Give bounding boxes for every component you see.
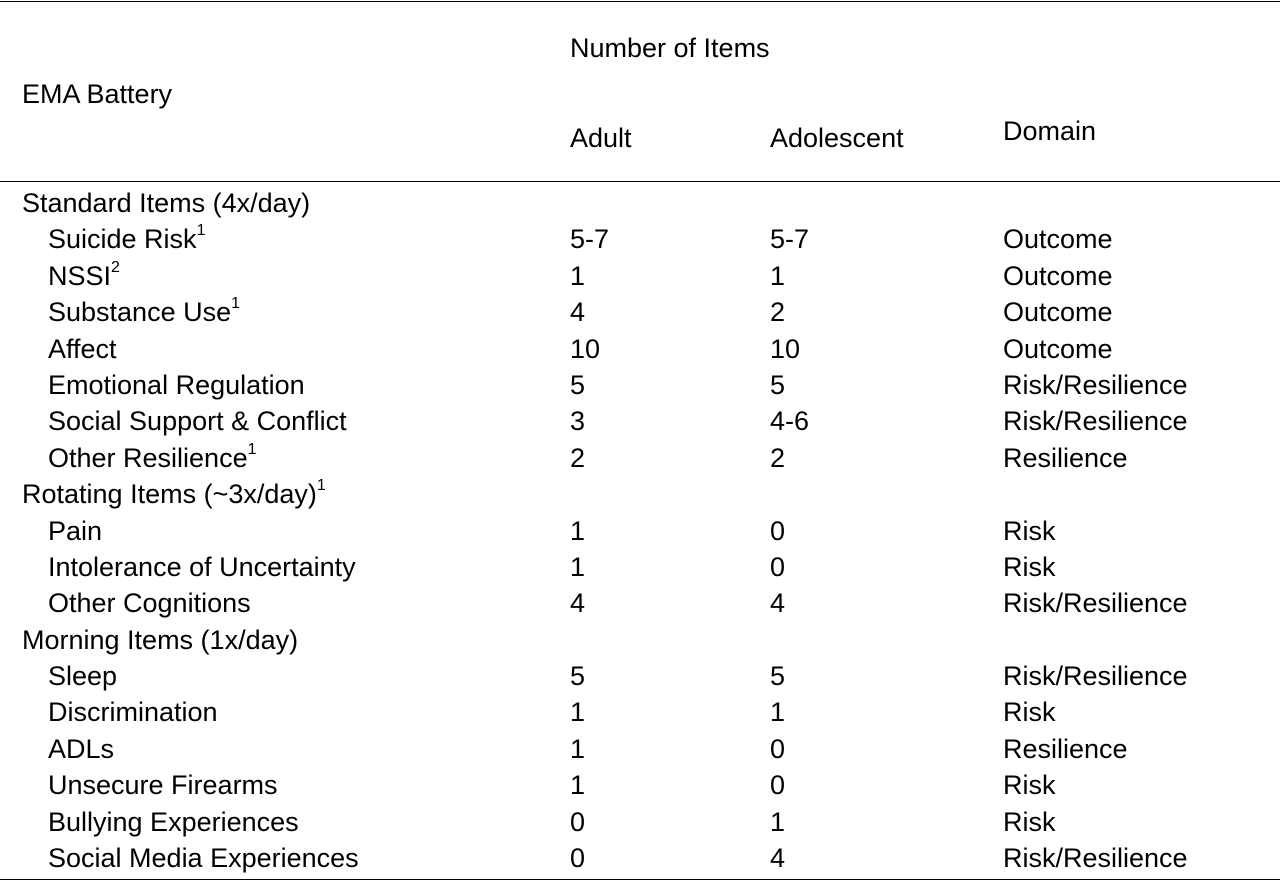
adult-count: 1 <box>570 733 586 764</box>
domain-value: Outcome <box>1003 260 1113 291</box>
table-row <box>0 259 1280 295</box>
header-ema-battery: EMA Battery <box>22 79 173 109</box>
header-domain: Domain <box>1003 116 1097 146</box>
domain-value: Risk/Resilience <box>1003 588 1188 619</box>
adult-count: 1 <box>570 260 586 291</box>
domain-value: Outcome <box>1003 297 1113 328</box>
table-row <box>0 805 1280 841</box>
label-text: Discrimination <box>48 697 218 728</box>
adolescent-count: 5-7 <box>770 224 810 255</box>
footnote-marker: 1 <box>316 477 326 495</box>
domain-value: Resilience <box>1003 442 1128 473</box>
table-row <box>0 368 1280 404</box>
label-text: Emotional Regulation <box>48 369 305 400</box>
table-row <box>0 732 1280 768</box>
label-text: Social Media Experiences <box>48 843 359 874</box>
adult-count: 5 <box>570 369 586 400</box>
adolescent-count: 4-6 <box>770 406 810 437</box>
item-label <box>48 660 117 692</box>
adolescent-count: 0 <box>770 551 786 582</box>
table-row <box>0 659 1280 695</box>
domain-value: Risk/Resilience <box>1003 843 1188 874</box>
footnote-marker: 1 <box>231 295 241 313</box>
table-row <box>0 550 1280 586</box>
label-text: Other Cognitions <box>48 588 251 619</box>
table-row <box>0 404 1280 440</box>
label-text: Bullying Experiences <box>48 806 299 837</box>
adult-count: 2 <box>570 442 586 473</box>
adult-count: 0 <box>570 806 586 837</box>
section-label <box>22 187 310 219</box>
header-adult: Adult <box>570 123 632 153</box>
header-number-of-items: Number of Items <box>570 33 770 63</box>
adult-count: 1 <box>570 515 586 546</box>
label-text: Rotating Items (~3x/day) <box>22 479 317 510</box>
adolescent-count: 5 <box>770 369 786 400</box>
adult-count: 4 <box>570 588 586 619</box>
footnote-marker: 1 <box>196 222 206 240</box>
domain-value: Risk/Resilience <box>1003 369 1188 400</box>
adolescent-count: 2 <box>770 442 786 473</box>
domain-value: Risk/Resilience <box>1003 406 1188 437</box>
item-label <box>48 696 218 728</box>
adult-count: 1 <box>570 551 586 582</box>
adolescent-count: 1 <box>770 260 786 291</box>
footnote-marker: 2 <box>111 258 120 276</box>
domain-value: Risk/Resilience <box>1003 661 1188 692</box>
adult-count: 0 <box>570 843 586 874</box>
footnote-marker: 1 <box>247 440 257 458</box>
section-row <box>0 623 1280 659</box>
domain-value: Resilience <box>1003 733 1128 764</box>
adult-count: 3 <box>570 406 586 437</box>
label-text: Social Support & Conflict <box>48 406 347 437</box>
table-row <box>0 841 1280 877</box>
table-row <box>0 295 1280 331</box>
adolescent-count: 4 <box>770 843 786 874</box>
table-row <box>0 586 1280 622</box>
domain-value: Risk <box>1003 551 1056 582</box>
item-label <box>48 260 120 292</box>
adult-count: 1 <box>570 697 586 728</box>
item-label <box>48 587 251 619</box>
section-row <box>0 477 1280 513</box>
domain-value: Outcome <box>1003 333 1113 364</box>
item-label <box>48 769 278 801</box>
item-label <box>48 806 299 838</box>
label-text: Pain <box>48 515 103 546</box>
table-header-rule <box>0 181 1280 182</box>
adolescent-count: 1 <box>770 806 786 837</box>
adult-count: 5-7 <box>570 224 610 255</box>
adolescent-count: 0 <box>770 733 786 764</box>
label-text: Suicide Risk <box>48 224 197 255</box>
adolescent-count: 4 <box>770 588 786 619</box>
label-text: Other Resilience <box>48 442 248 473</box>
item-label <box>48 733 114 765</box>
label-text: ADLs <box>48 733 115 764</box>
section-label <box>22 478 326 510</box>
header-adolescent: Adolescent <box>770 123 904 153</box>
domain-value: Risk <box>1003 515 1056 546</box>
table-row <box>0 768 1280 804</box>
item-label <box>48 405 347 437</box>
table-row <box>0 514 1280 550</box>
table-bottom-rule <box>0 879 1280 880</box>
adult-count: 5 <box>570 661 586 692</box>
table-row <box>0 332 1280 368</box>
section-label <box>22 624 298 656</box>
adolescent-count: 5 <box>770 661 786 692</box>
adolescent-count: 0 <box>770 515 786 546</box>
item-label <box>48 333 117 365</box>
item-label <box>48 223 205 255</box>
adult-count: 10 <box>570 333 601 364</box>
adolescent-count: 10 <box>770 333 801 364</box>
adult-count: 4 <box>570 297 586 328</box>
domain-value: Risk <box>1003 697 1056 728</box>
domain-value: Outcome <box>1003 224 1113 255</box>
label-text: NSSI <box>48 260 112 291</box>
label-text: Affect <box>48 333 117 364</box>
adolescent-count: 2 <box>770 297 786 328</box>
adolescent-count: 0 <box>770 770 786 801</box>
table-row <box>0 441 1280 477</box>
section-row <box>0 186 1280 222</box>
item-label <box>48 842 359 874</box>
item-label <box>48 442 257 474</box>
label-text: Morning Items (1x/day) <box>22 624 299 655</box>
label-text: Standard Items (4x/day) <box>22 188 311 218</box>
label-text: Sleep <box>48 661 118 692</box>
label-text: Intolerance of Uncertainty <box>48 551 356 582</box>
table-top-rule <box>0 1 1280 2</box>
item-label <box>48 369 305 401</box>
table-body <box>0 186 1280 877</box>
domain-value: Risk <box>1003 770 1056 801</box>
item-label <box>48 551 356 583</box>
adolescent-count: 1 <box>770 697 786 728</box>
domain-value: Risk <box>1003 806 1056 837</box>
item-label <box>48 515 102 547</box>
table-row <box>0 222 1280 258</box>
label-text: Substance Use <box>48 297 232 328</box>
table-row <box>0 695 1280 731</box>
label-text: Unsecure Firearms <box>48 770 278 801</box>
adult-count: 1 <box>570 770 586 801</box>
item-label <box>48 296 240 328</box>
